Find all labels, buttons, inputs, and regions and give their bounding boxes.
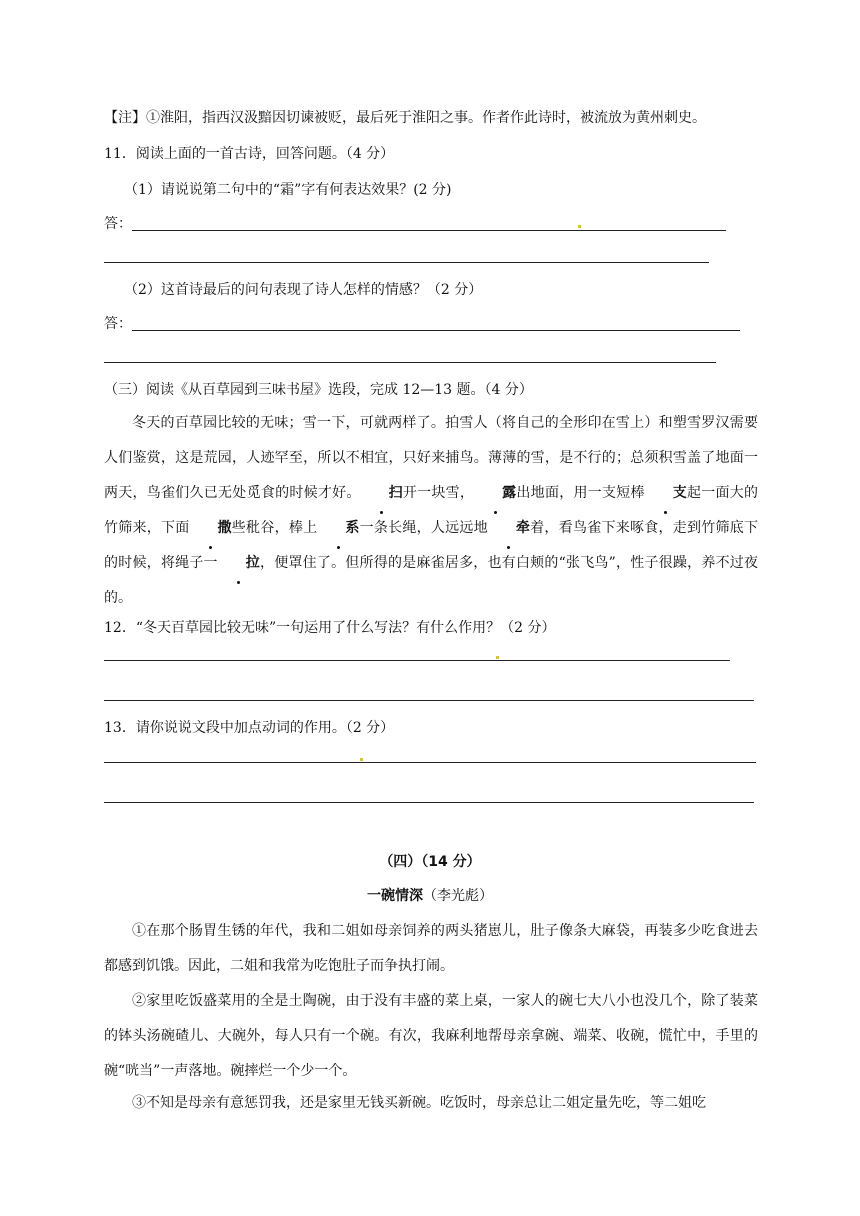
essay-title: 一碗情深 bbox=[367, 888, 423, 904]
passage-text: 一条长绳，人远远地 bbox=[359, 520, 488, 536]
question-11-title: 11．阅读上面的一首古诗，回答问题。（4 分） bbox=[104, 146, 395, 162]
dotted-verb: 牵 bbox=[488, 511, 530, 546]
passage-paragraph bbox=[104, 406, 758, 616]
question-11-part-2: （2）这首诗最后的问句表现了诗人怎样的情感？（2 分） bbox=[124, 282, 483, 298]
essay-paragraph-3: ③不知是母亲有意惩罚我，还是家里无钱买新碗。吃饭时，母亲总让二姐定量先吃，等二姐吃 bbox=[132, 1095, 706, 1111]
essay-heading bbox=[0, 886, 860, 906]
passage-text: 出地面，用一支短棒 bbox=[516, 485, 645, 501]
essay-paragraph-2: ②家里吃饭盛菜用的全是土陶碗，由于没有丰盛的菜上桌，一家人的碗七大八小也没几个，除了装菜的钵头汤碗碴儿、大碗外，每人只有一个碗。有次，我麻利地帮母亲拿碗、端菜、收碗，慌忙中，手里的碗“咣当”一声落地。碗摔烂一个少一个。 bbox=[104, 993, 758, 1079]
essay-author: （李光彪） bbox=[423, 888, 493, 904]
question-12: 12．“冬天百草园比较无味”一句运用了什么写法？有什么作用？（2 分） bbox=[104, 620, 556, 636]
answer-line[interactable] bbox=[104, 660, 730, 661]
dotted-verb: 扫 bbox=[361, 476, 403, 511]
dotted-verb: 支 bbox=[645, 476, 687, 511]
passage-text: 起一面大的竹筛来，下面 bbox=[104, 485, 759, 536]
question-11-part-1: （1）请说说第二句中的“霜”字有何表达效果？(2 分) bbox=[124, 182, 452, 198]
passage-text: ，便罩住了。但所得的是麻雀居多，也有白颊的“张飞鸟”，性子很躁，养不过夜的。 bbox=[104, 555, 759, 606]
scan-speck bbox=[360, 758, 363, 761]
answer-line[interactable] bbox=[132, 330, 740, 331]
section-4-title: （四）（14 分） bbox=[379, 854, 481, 870]
poem-note: 【注】①淮阳，指西汉汲黯因切谏被贬，最后死于淮阳之事。作者作此诗时，被流放为黄州刺史。 bbox=[104, 110, 706, 126]
answer-line[interactable] bbox=[104, 802, 754, 803]
scan-speck bbox=[578, 225, 581, 228]
passage-text: 些秕谷，棒上 bbox=[231, 520, 318, 536]
question-13: 13．请你说说文段中加点动词的作用。（2 分） bbox=[104, 720, 395, 736]
answer-line[interactable] bbox=[104, 362, 716, 363]
answer-line[interactable] bbox=[132, 230, 726, 231]
passage-text: 冬天的百草园比较的无味；雪一下，可就两样了。拍雪人（将自己的全形印在雪上）和塑雪罗汉需要人们鉴赏，这是荒园，人迹罕至，所以不相宜，只好来捕鸟。薄薄的雪，是不行的；总须积雪盖了地面一两天，鸟雀们久已无处觅食的时候才好。 bbox=[104, 415, 758, 501]
answer-label-2: 答： bbox=[104, 316, 132, 332]
dotted-verb: 拉 bbox=[218, 546, 260, 581]
dotted-verb: 撒 bbox=[190, 511, 232, 546]
dotted-verb: 露 bbox=[474, 476, 516, 511]
answer-line[interactable] bbox=[104, 762, 756, 763]
passage-text: 着，看鸟雀下来啄食，走到竹筛底下的时候，将绳子一 bbox=[104, 520, 759, 571]
essay-paragraph-1: ①在那个肠胃生锈的年代，我和二姐如母亲饲养的两头猪崽儿，肚子像条大麻袋，再装多少吃食进去都感到饥饿。因此，二姐和我常为吃饱肚子而争执打闹。 bbox=[104, 923, 758, 974]
answer-line[interactable] bbox=[104, 262, 709, 263]
scan-speck bbox=[496, 656, 499, 659]
passage-text: 开一块雪， bbox=[402, 485, 475, 501]
section-3-title: （三）阅读《从百草园到三味书屋》选段，完成 12—13 题。（4 分） bbox=[104, 382, 533, 398]
dotted-verb: 系 bbox=[317, 511, 359, 546]
answer-line[interactable] bbox=[104, 700, 754, 701]
answer-label-1: 答： bbox=[104, 216, 132, 232]
